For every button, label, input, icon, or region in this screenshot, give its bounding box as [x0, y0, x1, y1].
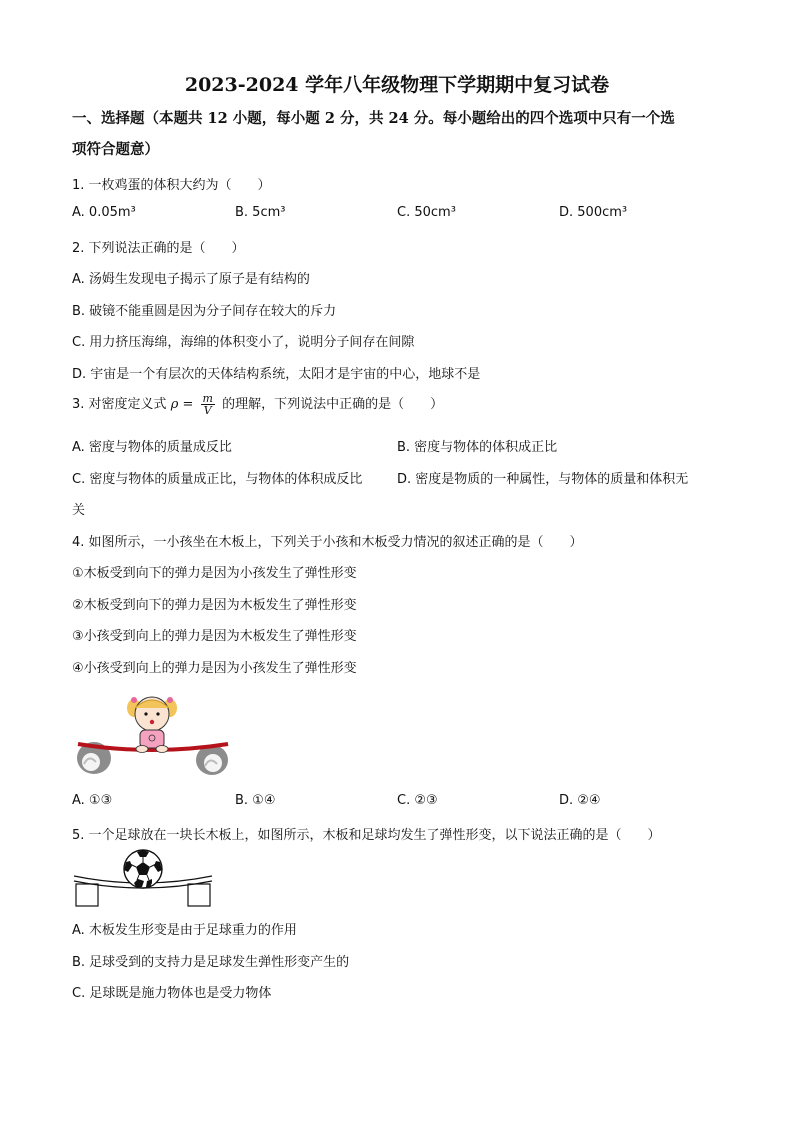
density-formula-fraction [201, 393, 215, 416]
q5-option-a[interactable]: A. 木板发生形变是由于足球重力的作用 [72, 923, 297, 938]
child-icon [127, 697, 177, 753]
section-heading-line2: 项符合题意） [72, 141, 159, 158]
q3-option-a[interactable]: A. 密度与物体的质量成反比 [72, 440, 232, 455]
q3-option-b[interactable]: B. 密度与物体的体积成正比 [397, 440, 558, 455]
q3-option-d-continued: 关 [72, 503, 86, 518]
q3-stem-post: 的理解，下列说法中正确的是（ ） [222, 397, 444, 412]
q5-option-b[interactable]: B. 足球受到的支持力是足球发生弹性形变产生的 [72, 955, 350, 970]
q3-stem-pre: 3. 对密度定义式 [72, 397, 167, 412]
q2-option-c[interactable]: C. 用力挤压海绵，海绵的体积变小了，说明分子间存在间隙 [72, 335, 415, 350]
q4-statement-2: ②木板受到向下的弹力是因为木板发生了弹性形变 [72, 598, 357, 613]
soccer-ball-icon [124, 850, 162, 888]
q4-stem: 4. 如图所示，一小孩坐在木板上，下列关于小孩和木板受力情况的叙述正确的是（ ） [72, 535, 583, 550]
q1-stem: 1. 一枚鸡蛋的体积大约为（ ） [72, 178, 271, 193]
q5-option-c[interactable]: C. 足球既是施力物体也是受力物体 [72, 986, 272, 1001]
q1-option-b[interactable]: B. 5cm³ [235, 205, 286, 220]
left-support-block [76, 884, 98, 906]
q4-statement-1: ①木板受到向下的弹力是因为小孩发生了弹性形变 [72, 566, 357, 581]
q1-option-d[interactable]: D. 500cm³ [559, 205, 628, 220]
q3-option-d[interactable]: D. 密度是物质的一种属性，与物体的质量和体积无 [397, 472, 689, 487]
q2-stem: 2. 下列说法正确的是（ ） [72, 241, 245, 256]
q4-statement-4: ④小孩受到向上的弹力是因为小孩发生了弹性形变 [72, 661, 357, 676]
q5-stem: 5. 一个足球放在一块长木板上，如图所示，木板和足球均发生了弹性形变，以下说法正确的是（ ） [72, 828, 661, 843]
exam-title: 2023-2024 学年八年级物理下学期期中复习试卷 [184, 74, 610, 96]
formula-denominator: V [203, 404, 212, 417]
q4-option-b[interactable]: B. ①④ [235, 793, 276, 808]
section-heading [72, 103, 732, 165]
q4-option-c[interactable]: C. ②③ [397, 793, 438, 808]
formula-numerator: m [202, 392, 213, 405]
q2-option-a[interactable]: A. 汤姆生发现电子揭示了原子是有结构的 [72, 272, 310, 287]
q4-option-a[interactable]: A. ①③ [72, 793, 113, 808]
q1-option-a[interactable]: A. 0.05m³ [72, 205, 136, 220]
q4-statement-3: ③小孩受到向上的弹力是因为木板发生了弹性形变 [72, 629, 357, 644]
q1-option-c[interactable]: C. 50cm³ [397, 205, 456, 220]
q3-option-c[interactable]: C. 密度与物体的质量成正比，与物体的体积成反比 [72, 472, 363, 487]
density-formula-lhs: ρ = [170, 397, 194, 412]
q5-ball-on-board-figure [72, 848, 214, 910]
q2-option-b[interactable]: B. 破镜不能重圆是因为分子间存在较大的斥力 [72, 304, 337, 319]
right-support-block [188, 884, 210, 906]
q2-option-d[interactable]: D. 宇宙是一个有层次的天体结构系统，太阳才是宇宙的中心，地球不是 [72, 367, 481, 382]
q4-option-d[interactable]: D. ②④ [559, 793, 601, 808]
section-heading-line1: 一、选择题（本题共 12 小题，每小题 2 分，共 24 分。每小题给出的四个选项中只有一个选 [72, 110, 675, 127]
q3-stem [72, 393, 443, 416]
q4-child-on-board-figure [72, 690, 242, 780]
